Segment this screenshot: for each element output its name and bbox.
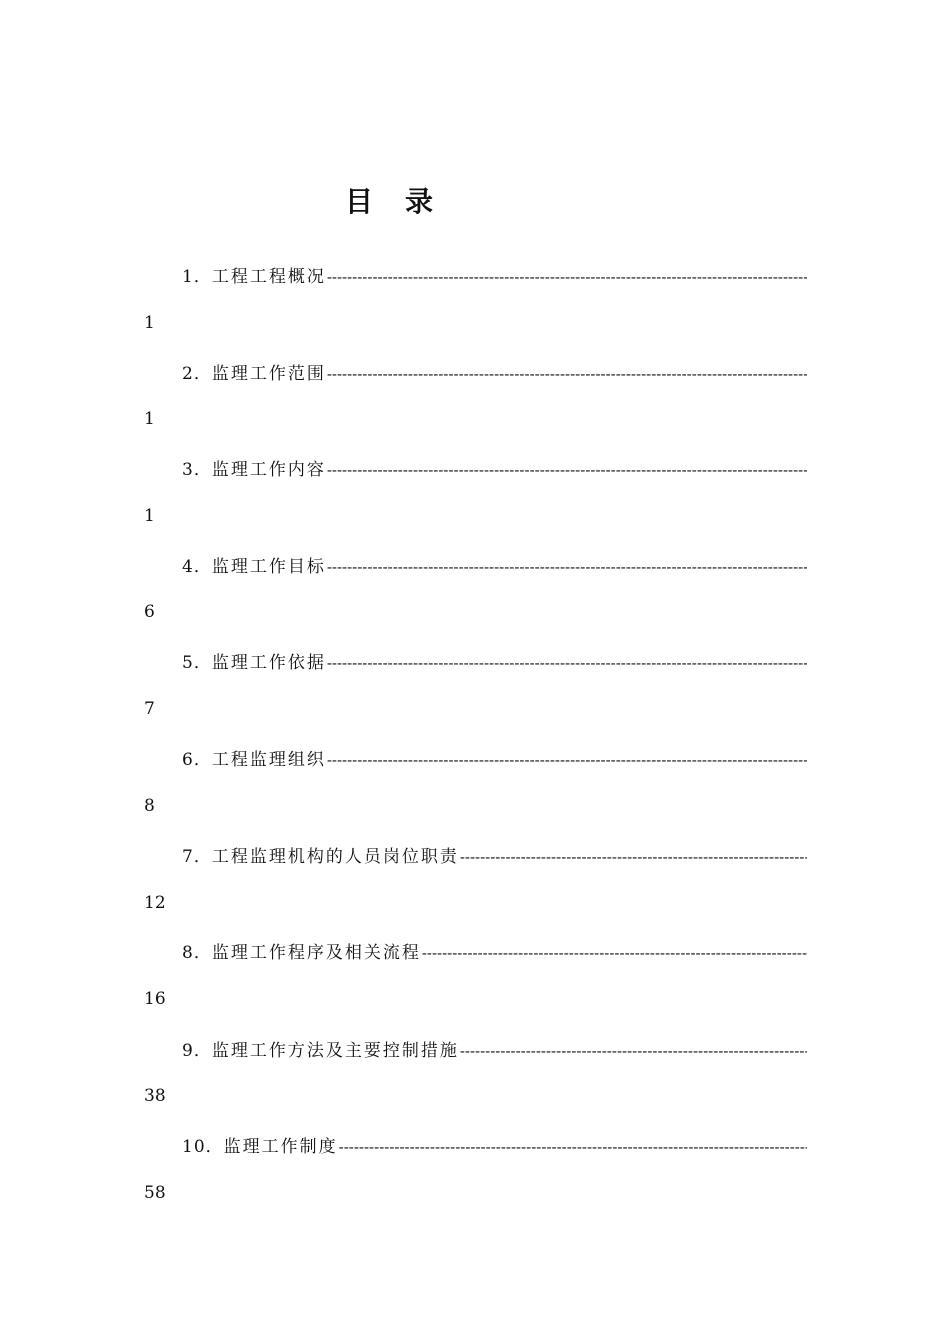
toc-entry-1[interactable]: [182, 262, 807, 284]
toc-dot-leader: [422, 944, 807, 960]
toc-entry-page-8: 16: [144, 989, 166, 1009]
toc-entry-3[interactable]: [182, 455, 807, 477]
toc-entry-title: 工程监理机构的人员岗位职责: [211, 847, 459, 864]
toc-entry-7[interactable]: [182, 842, 807, 864]
toc-entry-title: 监理工作程序及相关流程: [211, 943, 421, 960]
toc-entry-page-3: 1: [144, 506, 155, 526]
toc-entry-page-5: 7: [144, 699, 155, 719]
toc-entry-number: 1．: [182, 267, 212, 284]
toc-entry-title: 工程监理组织: [211, 750, 326, 767]
toc-dot-leader: [327, 365, 807, 381]
toc-entry-4[interactable]: [182, 552, 807, 574]
toc-entry-8[interactable]: [182, 938, 807, 960]
toc-entry-title: 监理工作制度: [223, 1137, 338, 1154]
toc-entry-title: 监理工作依据: [211, 653, 326, 670]
toc-entry-number: 9．: [182, 1041, 212, 1058]
toc-entry-page-4: 6: [144, 602, 155, 622]
toc-entry-5[interactable]: [182, 648, 807, 670]
toc-entry-page-1: 1: [144, 313, 155, 333]
toc-entry-2[interactable]: [182, 359, 807, 381]
toc-dot-leader: [327, 268, 807, 284]
toc-entry-number: 10．: [182, 1137, 224, 1154]
toc-entry-title: 监理工作方法及主要控制措施: [211, 1041, 459, 1058]
toc-entry-number: 2．: [182, 364, 212, 381]
toc-entry-number: 5．: [182, 653, 212, 670]
toc-entry-page-7: 12: [144, 893, 166, 913]
toc-entry-number: 3．: [182, 460, 212, 477]
toc-entry-6[interactable]: [182, 745, 807, 767]
toc-entry-10[interactable]: [182, 1132, 807, 1154]
toc-entry-title: 监理工作内容: [211, 460, 326, 477]
toc-entry-page-9: 38: [144, 1086, 166, 1106]
toc-entry-9[interactable]: [182, 1036, 807, 1058]
toc-entry-number: 6．: [182, 750, 212, 767]
toc-dot-leader: [327, 751, 807, 767]
toc-entry-title: 监理工作目标: [211, 557, 326, 574]
toc-entry-page-6: 8: [144, 796, 155, 816]
toc-entry-title: 工程工程概况: [211, 267, 326, 284]
toc-dot-leader: [460, 848, 807, 864]
toc-entry-number: 4．: [182, 557, 212, 574]
toc-entry-number: 8．: [182, 943, 212, 960]
toc-entry-page-2: 1: [144, 409, 155, 429]
toc-entry-title: 监理工作范围: [211, 364, 326, 381]
toc-dot-leader: [460, 1042, 807, 1058]
toc-entry-page-10: 58: [144, 1183, 166, 1203]
toc-entry-number: 7．: [182, 847, 212, 864]
toc-dot-leader: [327, 461, 807, 477]
toc-dot-leader: [327, 558, 807, 574]
toc-dot-leader: [339, 1138, 807, 1154]
toc-dot-leader: [327, 654, 807, 670]
toc-title: 目 录: [344, 185, 435, 218]
